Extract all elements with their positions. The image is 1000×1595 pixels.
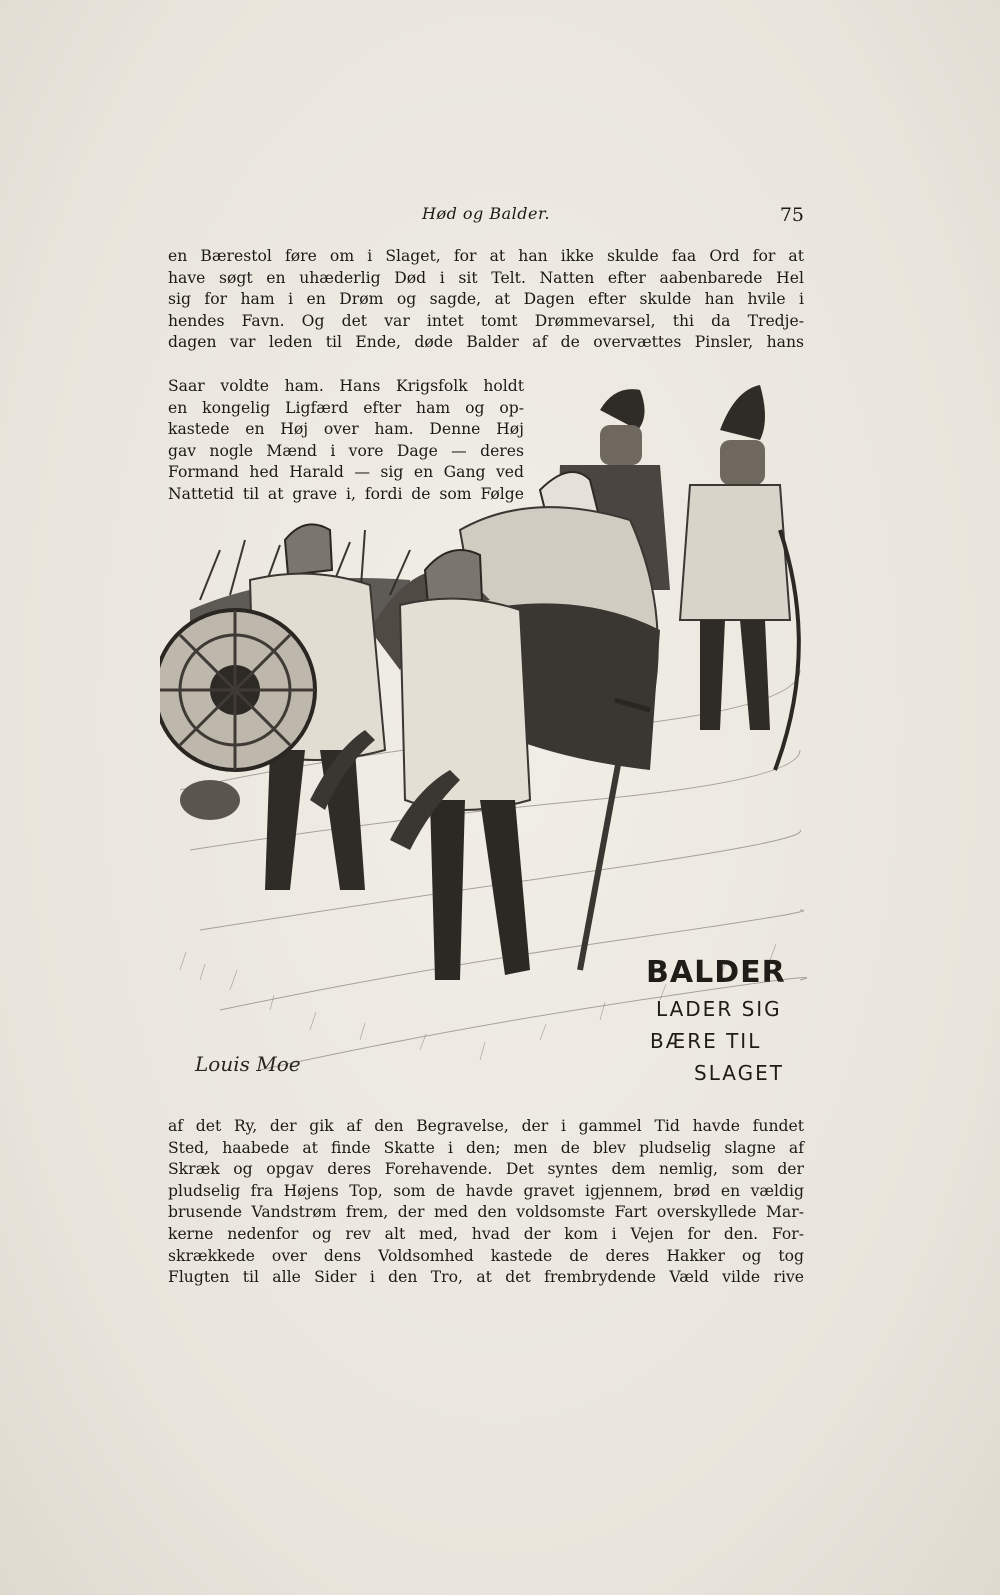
text-line: have søgt en uhæderlig Død i sit Telt. Natten efter aabenbarede Hel [168,268,804,287]
artist-signature: Louis Moe [195,1052,301,1076]
text-line: kerne nedenfor og rev alt med, hvad der kom i Vejen for den. For- [168,1224,804,1243]
text-line: sig for ham i en Drøm og sagde, at Dagen efter skulde han hvile i [168,290,804,309]
text-line: Sted, haabede at finde Skatte i den; men de blev pludselig slagne af [168,1138,804,1157]
text-block-top [168,246,804,354]
caption-line: LADER SIG [656,997,782,1021]
text-line: hendes Favn. Og det var intet tomt Drømmevarsel, thi da Tredje- [168,311,804,330]
caption-line: BALDER [646,955,786,990]
text-line: dagen var leden til Ende, døde Balder af de overvættes Pinsler, hans [168,333,804,352]
text-line: Nattetid til at grave i, fordi de som Følge [168,484,524,503]
text-line: Formand hed Harald — sig en Gang ved [168,463,524,482]
text-block-left [168,376,524,506]
caption-line: SLAGET [694,1061,784,1085]
illustration-caption [636,955,816,1095]
running-title: Hød og Balder. [422,204,550,223]
text-line: Skræk og opgav deres Forehavende. Det syntes dem nemlig, som der [168,1160,804,1179]
text-line: en kongelig Ligfærd efter ham og op- [168,398,524,417]
text-line: gav nogle Mænd i vore Dage — deres [168,441,524,460]
text-line: brusende Vandstrøm frem, der med den voldsomste Fart overskyllede Mar- [168,1203,804,1222]
text-line: en Bærestol føre om i Slaget, for at han ikke skulde faa Ord for at [168,247,804,265]
text-line: kastede en Høj over ham. Denne Høj [168,420,524,439]
running-head [168,204,804,230]
text-line: af det Ry, der gik af den Begravelse, der i gammel Tid havde fundet [168,1117,804,1135]
text-block-bottom [168,1116,804,1289]
text-line: Saar voldte ham. Hans Krigsfolk holdt [168,377,524,395]
caption-line: BÆRE TIL [650,1029,762,1053]
text-line: skrækkede over dens Voldsomhed kastede de deres Hakker og tog [168,1246,804,1265]
text-line: Flugten til alle Sider i den Tro, at det frembrydende Væld vilde rive [168,1268,804,1287]
page-number: 75 [779,204,804,226]
text-line: pludselig fra Højens Top, som de havde gravet igjennem, brød en vældig [168,1181,804,1200]
